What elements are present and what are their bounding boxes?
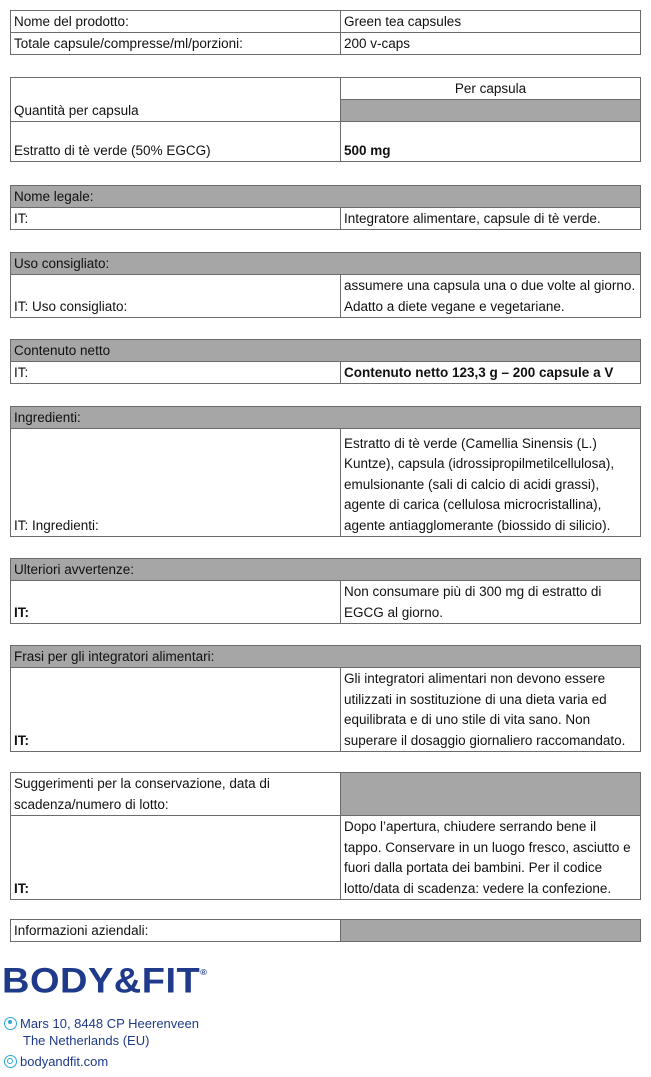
legal-name-header: Nome legale: xyxy=(11,186,641,208)
legal-name-label: IT: xyxy=(11,208,341,230)
warnings-label: IT: xyxy=(11,581,341,624)
company-table xyxy=(10,919,641,942)
address-line-1 xyxy=(4,1015,199,1032)
address-block xyxy=(4,1015,199,1049)
storage-table xyxy=(10,772,641,900)
supplement-phrases-header: Frasi per gli integratori alimentari: xyxy=(11,646,641,668)
warnings-table xyxy=(10,558,641,624)
ingredients-table xyxy=(10,406,641,537)
net-content-table xyxy=(10,339,641,384)
ingredients-header: Ingredienti: xyxy=(11,407,641,429)
ingredients-value: Estratto di tè verde (Camellia Sinensis (L.) Kuntze), capsula (idrossipropilmetilcellulosa), emulsionante (sali di calcio di acidi grassi), agente di carica (cellulosa microcristallina), agente antiagglomerante (biossido di silicio). xyxy=(341,429,641,537)
warnings-value: Non consumare più di 300 mg di estratto di EGCG al giorno. xyxy=(341,581,641,624)
location-pin-icon xyxy=(4,1017,17,1030)
company-header: Informazioni aziendali: xyxy=(11,920,341,942)
website-link[interactable] xyxy=(4,1053,108,1070)
product-name-value: Green tea capsules xyxy=(341,11,641,33)
address-line-1-text: Mars 10, 8448 CP Heerenveen xyxy=(20,1016,199,1031)
storage-label: IT: xyxy=(11,816,341,900)
usage-header: Uso consigliato: xyxy=(11,253,641,275)
legal-name-table xyxy=(10,185,641,230)
total-value: 200 v-caps xyxy=(341,33,641,55)
ingredients-label: IT: Ingredienti: xyxy=(11,429,341,537)
legal-name-value: Integratore alimentare, capsule di tè verde. xyxy=(341,208,641,230)
usage-label: IT: Uso consigliato: xyxy=(11,275,341,318)
storage-value: Dopo l’apertura, chiudere serrando bene il tappo. Conservare in un luogo fresco, asciutto e fuori dalla portata dei bambini. Per il codice lotto/data di scadenza: vedere la confezione. xyxy=(341,816,641,900)
product-name-label: Nome del prodotto: xyxy=(11,11,341,33)
extract-label: Estratto di tè verde (50% EGCG) xyxy=(11,122,341,162)
total-label: Totale capsule/compresse/ml/porzioni: xyxy=(11,33,341,55)
supplement-phrases-value: Gli integratori alimentari non devono essere utilizzati in sostituzione di una dieta varia ed equilibrata e di uno stile di vita sano. Non superare il dosaggio giornaliero raccomandato. xyxy=(341,668,641,752)
supplement-phrases-table xyxy=(10,645,641,752)
storage-header-shade xyxy=(341,773,641,816)
usage-table xyxy=(10,252,641,318)
brand-logo xyxy=(2,962,207,1002)
col-header: Per capsula xyxy=(341,78,641,100)
net-content-value: Contenuto netto 123,3 g – 200 capsule a V xyxy=(341,362,641,384)
net-content-header: Contenuto netto xyxy=(11,340,641,362)
net-content-label: IT: xyxy=(11,362,341,384)
brand-logo-text: BODY&FIT xyxy=(2,962,201,1001)
col-header-shade xyxy=(341,100,641,122)
storage-header: Suggerimenti per la conservazione, data di scadenza/numero di lotto: xyxy=(11,773,341,816)
warnings-header: Ulteriori avvertenze: xyxy=(11,559,641,581)
globe-icon xyxy=(4,1055,17,1068)
company-header-shade xyxy=(341,920,641,942)
registered-mark: ® xyxy=(200,967,208,977)
extract-value: 500 mg xyxy=(341,122,641,162)
usage-value: assumere una capsula una o due volte al giorno. Adatto a diete vegane e vegetariane. xyxy=(341,275,641,318)
supplement-phrases-label: IT: xyxy=(11,668,341,752)
amount-label: Quantità per capsula xyxy=(11,78,341,122)
nutrition-table xyxy=(10,77,641,162)
website-text[interactable]: bodyandfit.com xyxy=(20,1054,109,1069)
address-line-2: The Netherlands (EU) xyxy=(23,1033,150,1048)
product-info-table xyxy=(10,10,641,55)
